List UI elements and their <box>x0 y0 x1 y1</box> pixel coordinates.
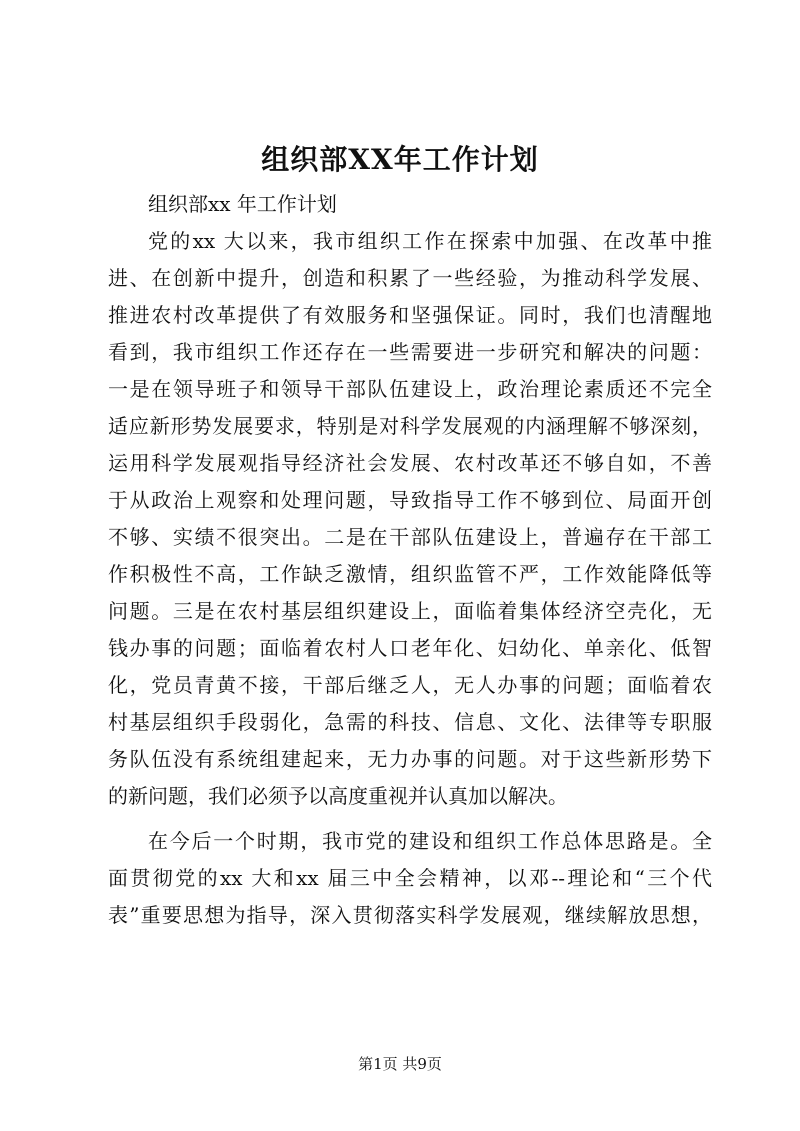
subtitle-line: 组织部xx 年工作计划 <box>148 192 337 216</box>
paragraph-line: 的新问题，我们必须予以高度重视并认真加以解决。 <box>108 784 568 808</box>
paragraph-line: 一是在领导班子和领导干部队伍建设上，政治理论素质还不完全 <box>108 377 712 401</box>
paragraph-line: 运用科学发展观指导经济社会发展、农村改革还不够自如，不善 <box>108 451 712 475</box>
paragraph-line: 推进农村改革提供了有效服务和坚强保证。同时，我们也清醒地 <box>108 303 712 327</box>
paragraph-2 <box>108 823 712 934</box>
paragraph-line: 看到，我市组织工作还存在一些需要进一步研究和解决的问题： <box>108 340 712 364</box>
paragraph-line: 于从政治上观察和处理问题，导致指导工作不够到位、局面开创 <box>108 488 712 512</box>
paragraph-line: 党的xx 大以来，我市组织工作在探索中加强、在改革中推 <box>148 229 712 253</box>
paragraph-line: 在今后一个时期，我市党的建设和组织工作总体思路是。全 <box>148 829 712 853</box>
paragraph-line: 钱办事的问题；面临着农村人口老年化、妇幼化、单亲化、低智 <box>108 636 712 660</box>
paragraph-line: 务队伍没有系统组建起来，无力办事的问题。对于这些新形势下 <box>108 747 712 771</box>
paragraph-line: 不够、实绩不很突出。二是在干部队伍建设上，普遍存在干部工 <box>108 525 712 549</box>
document-title: 组织部XX年工作计划 <box>261 143 539 176</box>
paragraph-line: 面贯彻党的xx 大和xx 届三中全会精神，以邓--理论和“三个代 <box>108 866 712 890</box>
paragraph-line: 作积极性不高，工作缺乏激情，组织监管不严，工作效能降低等 <box>108 562 712 586</box>
paragraph-line: 进、在创新中提升，创造和积累了一些经验，为推动科学发展、 <box>108 266 712 290</box>
paragraph-line: 表”重要思想为指导，深入贯彻落实科学发展观，继续解放思想， <box>108 903 712 927</box>
paragraph-1 <box>108 223 712 815</box>
paragraph-line: 适应新形势发展要求，特别是对科学发展观的内涵理解不够深刻， <box>108 414 712 438</box>
paragraph-line: 村基层组织手段弱化，急需的科技、信息、文化、法律等专职服 <box>108 710 712 734</box>
document-body <box>108 186 712 934</box>
page-indicator: 第1页 共9页 <box>358 1055 442 1073</box>
paragraph-line: 问题。三是在农村基层组织建设上，面临着集体经济空壳化，无 <box>108 599 712 623</box>
paragraph-line: 化，党员青黄不接，干部后继乏人，无人办事的问题；面临着农 <box>108 673 712 697</box>
